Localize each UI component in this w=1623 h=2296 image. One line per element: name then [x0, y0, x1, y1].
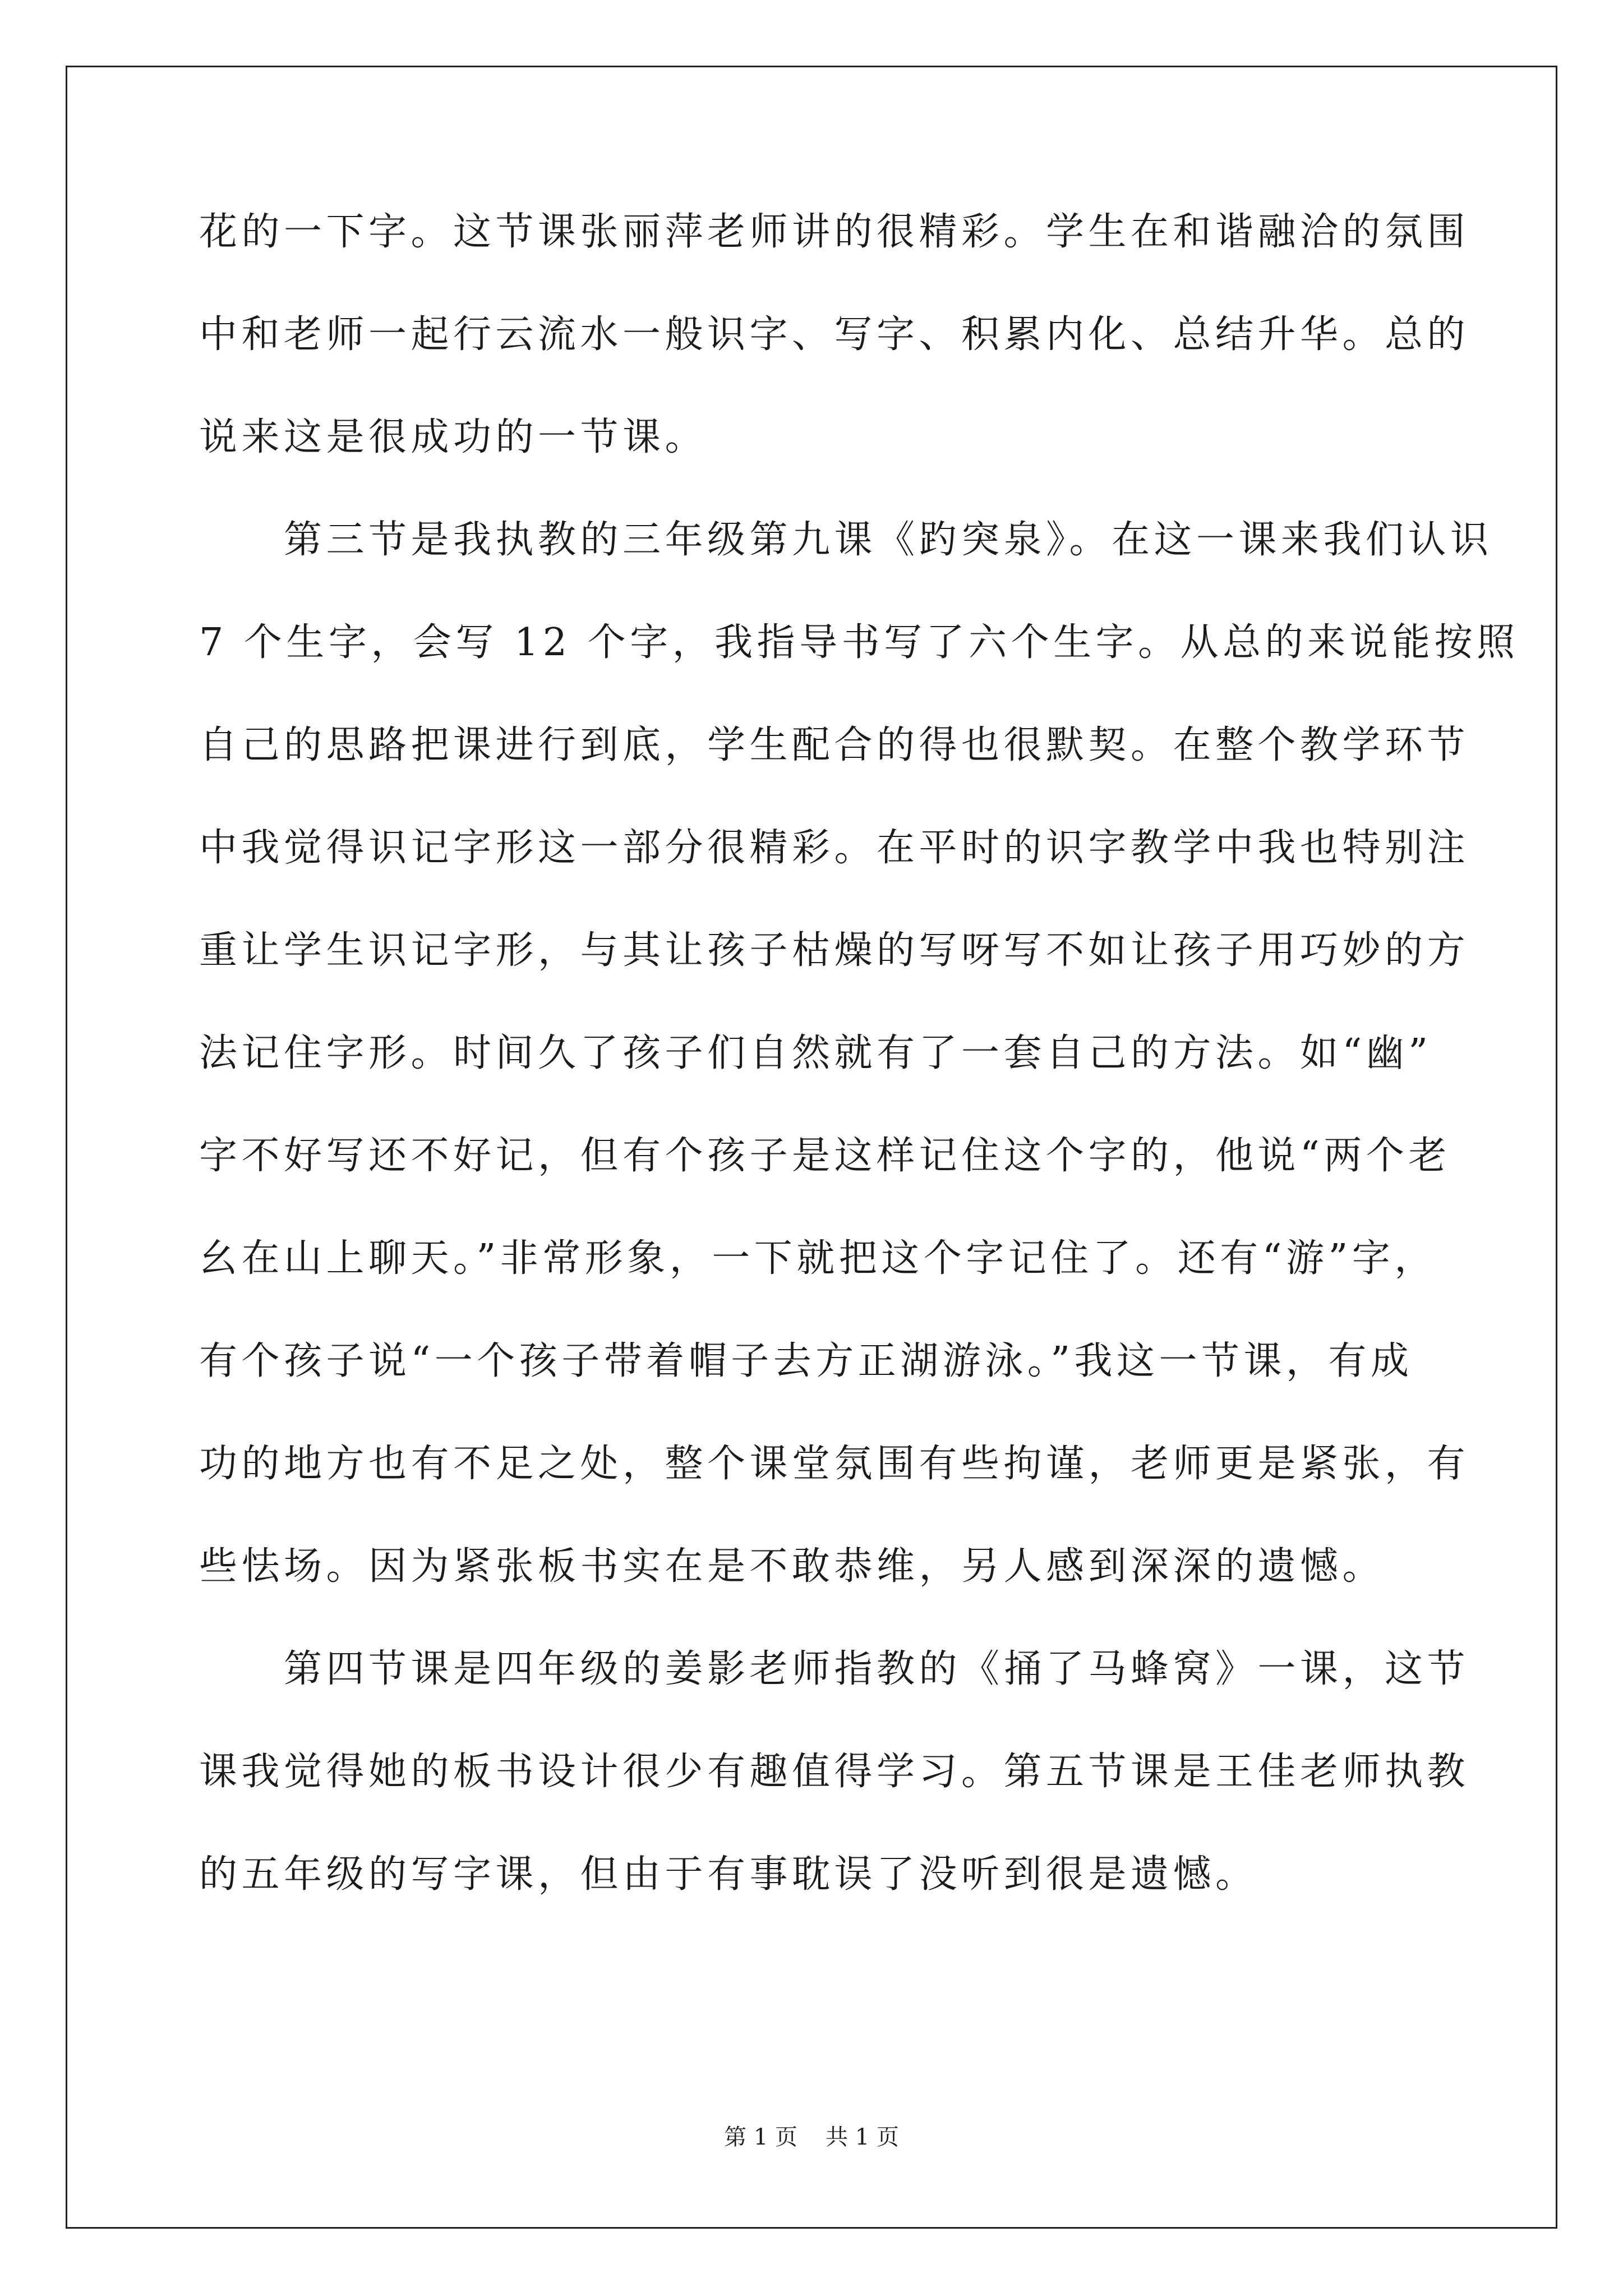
text-line: 有个孩子说“一个孩子带着帽子去方正湖游泳。”我这一节课，有成	[199, 1339, 1413, 1383]
text-line: 幺在山上聊天。”非常形象，一下就把这个字记住了。还有“游”字，	[199, 1236, 1437, 1281]
text-line: 法记住字形。时间久了孩子们自然就有了一套自己的方法。如“幽”	[199, 1031, 1432, 1075]
text-line: 中和老师一起行云流水一般识字、写字、积累内化、总结升华。总的	[199, 312, 1470, 357]
page-footer	[0, 2119, 1623, 2151]
text-line: 字不好写还不好记，但有个孩子是这样记住这个字的，他说“两个老	[199, 1134, 1451, 1178]
text-line: 说来这是很成功的一节课。	[199, 415, 708, 459]
text-line: 7 个生字，会写 12 个字，我指导书写了六个生字。从总的来说能按照	[199, 620, 1519, 665]
page-number: 第 1 页	[724, 2124, 797, 2150]
text-line: 自己的思路把课进行到底，学生配合的得也很默契。在整个教学环节	[199, 723, 1470, 767]
text-line: 功的地方也有不足之处，整个课堂氛围有些拘谨，老师更是紧张，有	[199, 1442, 1470, 1486]
text-line: 花的一下字。这节课张丽萍老师讲的很精彩。学生在和谐融洽的氛围	[199, 210, 1470, 254]
document-body	[199, 207, 1519, 1952]
paragraph-start-line: 第四节课是四年级的姜影老师指教的《捅了马蜂窝》一课，这节	[199, 1647, 1470, 1691]
text-line: 的五年级的写字课，但由于有事耽误了没听到很是遗憾。	[199, 1852, 1258, 1897]
text-line: 重让学生识记字形，与其让孩子枯燥的写呀写不如让孩子用巧妙的方	[199, 928, 1470, 973]
text-line: 中我觉得识记字形这一部分很精彩。在平时的识字教学中我也特别注	[199, 826, 1470, 870]
paragraph-start-line: 第三节是我执教的三年级第九课《趵突泉》。在这一课来我们认识	[199, 518, 1493, 562]
page-total: 共 1 页	[826, 2124, 899, 2150]
text-line: 课我觉得她的板书设计很少有趣值得学习。第五节课是王佳老师执教	[199, 1750, 1470, 1794]
text-line: 些怯场。因为紧张板书实在是不敢恭维，另人感到深深的遗憾。	[199, 1544, 1385, 1589]
